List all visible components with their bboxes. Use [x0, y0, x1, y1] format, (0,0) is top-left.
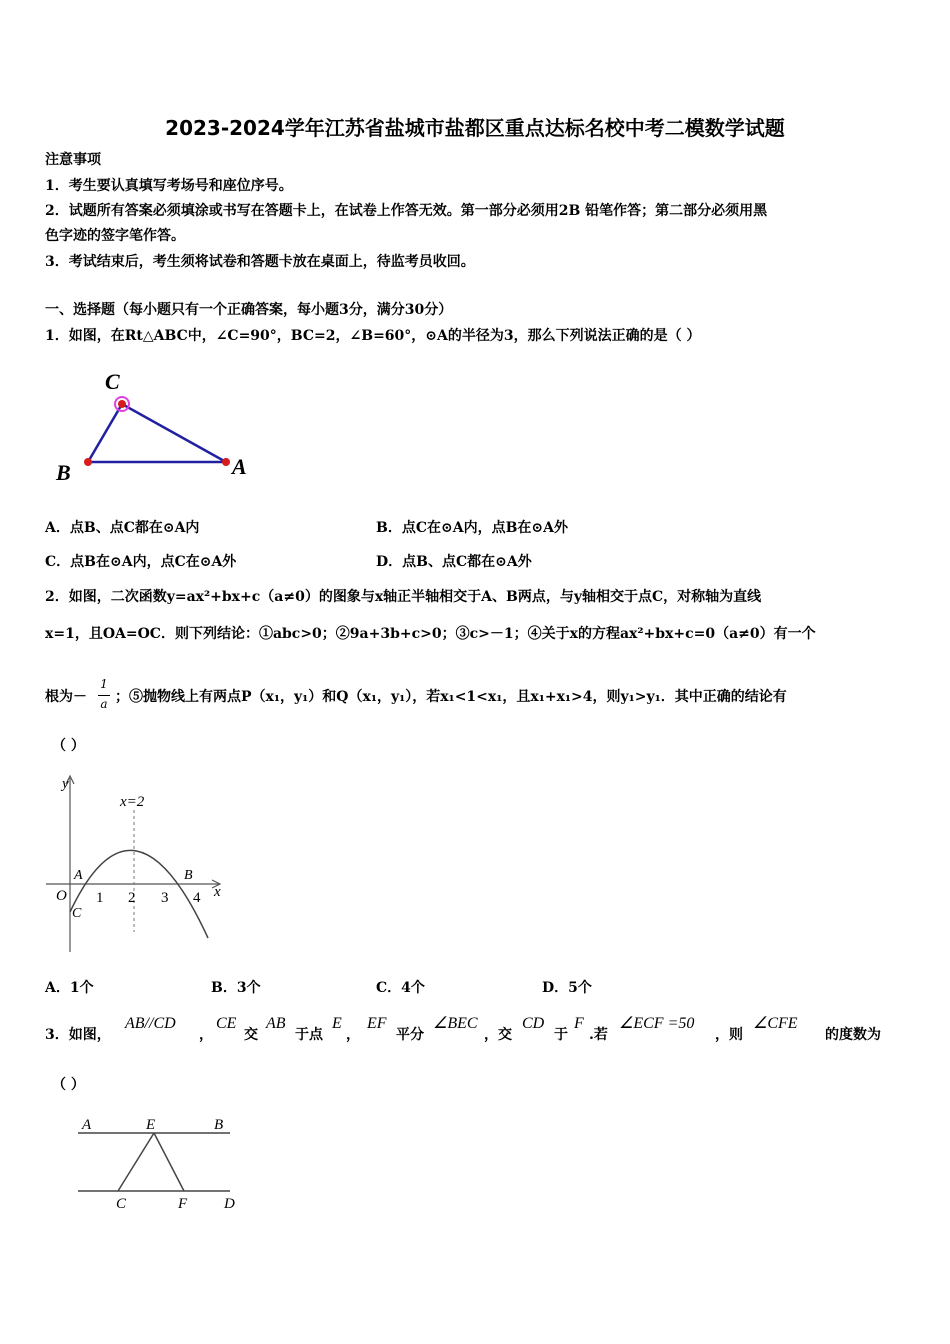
point-b	[84, 458, 92, 466]
y-label: y	[62, 776, 69, 792]
label-d: D	[224, 1196, 235, 1212]
axis-label: x=2	[120, 794, 145, 810]
q2-fraction-denominator: a	[100, 697, 108, 711]
label-b: B	[56, 460, 71, 485]
q1-option-d: D．点B、点C都在⊙A外	[376, 554, 532, 570]
label-a: A	[232, 454, 247, 479]
q2-parabola-figure	[40, 772, 240, 954]
point-b-label: B	[184, 868, 193, 883]
notice-item-1: 1．考生要认真填写考场号和座位序号。	[45, 178, 293, 194]
q2-option-a: A．1个	[45, 980, 94, 996]
tick-1: 1	[96, 890, 104, 906]
q3-math-ef: EF	[367, 1015, 387, 1032]
q2-line-3-post: ；⑤抛物线上有两点P（x₁，y₁）和Q（x₁，y₁），若x₁<1<x₁，且x₁+x₁>4，则y₁>y₁．其中正确的结论有	[115, 689, 787, 705]
q1-triangle-figure	[50, 362, 270, 492]
point-c-label: C	[72, 906, 82, 921]
notice-item-3: 3．考试结束后，考生须将试卷和答题卡放在桌面上，待监考员收回。	[45, 254, 475, 270]
q3-math-angle-ecf: ∠ECF =50	[619, 1015, 695, 1032]
q3-math-e: E	[332, 1015, 342, 1032]
q1-stem: 1．如图，在Rt△ABC中，∠C=90°，BC=2，∠B=60°，⊙A的半径为3，那么下列说法正确的是（ ）	[45, 328, 701, 344]
q2-fraction-bar	[98, 695, 110, 696]
q3-text-11: 的度数为	[825, 1027, 881, 1043]
side-cb	[88, 404, 122, 462]
label-f: F	[178, 1196, 188, 1212]
q3-math-cd: CD	[522, 1015, 545, 1032]
tick-3: 3	[161, 890, 169, 906]
q3-math-ce: CE	[216, 1015, 237, 1032]
q3-text-3: 交	[244, 1027, 258, 1043]
q3-math-angle-bec: ∠BEC	[433, 1015, 478, 1032]
q3-text-9: .若	[589, 1027, 608, 1043]
label-e: E	[146, 1117, 156, 1133]
tick-2: 2	[128, 890, 136, 906]
q3-text-8: 于	[554, 1027, 568, 1043]
label-c: C	[105, 369, 120, 394]
q3-text-5: ，	[346, 1027, 360, 1043]
q2-line-2: x=1，且OA=OC．则下列结论：①abc>0；②9a+3b+c>0；③c>－1；④关于x的方程ax²+bx+c=0（a≠0）有一个	[45, 626, 816, 642]
x-label: x	[214, 884, 221, 900]
q2-fraction-numerator: 1	[100, 677, 108, 691]
q2-option-c: C．4个	[376, 980, 425, 996]
q3-parallel-lines-figure	[70, 1112, 250, 1216]
q3-math-ab: AB	[266, 1015, 286, 1032]
q3-text-4: 于点	[295, 1027, 323, 1043]
point-a-label: A	[74, 868, 83, 883]
notice-item-2: 2．试题所有答案必须填涂或书写在答题卡上，在试卷上作答无效。第一部分必须用2B 铅笔作答；第二部分必须用黑	[45, 203, 768, 219]
q3-prefix: 3．如图，	[45, 1027, 111, 1043]
notice-item-2-cont: 色字迹的签字笔作答。	[45, 228, 185, 244]
q3-answer-paren: （ ）	[52, 1077, 85, 1093]
origin-label: O	[56, 888, 67, 904]
q2-line-3-pre: 根为－	[45, 689, 87, 705]
label-a: A	[82, 1117, 92, 1133]
label-b: B	[214, 1117, 224, 1133]
q1-option-b: B．点C在⊙A内，点B在⊙A外	[376, 520, 568, 536]
point-c	[118, 400, 126, 408]
q3-math-angle-cfe: ∠CFE	[753, 1015, 798, 1032]
segment-ef	[154, 1133, 184, 1191]
q2-answer-paren: （ ）	[52, 738, 85, 754]
tick-4: 4	[193, 890, 201, 906]
q2-line-1: 2．如图，二次函数y=ax²+bx+c（a≠0）的图象与x轴正半轴相交于A、B两点，与y轴相交于点C，对称轴为直线	[45, 589, 762, 605]
q1-option-a: A．点B、点C都在⊙A内	[45, 520, 200, 536]
q2-option-b: B．3个	[211, 980, 261, 996]
label-c: C	[116, 1196, 127, 1212]
q3-text-10: ，则	[715, 1027, 743, 1043]
q3-math-ab-parallel-cd: AB//CD	[125, 1015, 176, 1032]
page-title: 2023-2024学年江苏省盐城市盐都区重点达标名校中考二模数学试题	[165, 116, 785, 140]
q3-text-6: 平分	[396, 1027, 424, 1043]
notice-heading: 注意事项	[45, 152, 101, 168]
q3-text-2: ，	[199, 1027, 213, 1043]
q1-option-c: C．点B在⊙A内，点C在⊙A外	[45, 554, 237, 570]
section-heading: 一、选择题（每小题只有一个正确答案，每小题3分，满分30分）	[45, 302, 453, 318]
q3-math-f: F	[574, 1015, 584, 1032]
q3-text-7: ，交	[484, 1027, 512, 1043]
q2-option-d: D．5个	[542, 980, 592, 996]
parabola-curve	[70, 850, 208, 938]
segment-ec	[118, 1133, 154, 1191]
side-ca	[122, 404, 226, 462]
point-a	[222, 458, 230, 466]
